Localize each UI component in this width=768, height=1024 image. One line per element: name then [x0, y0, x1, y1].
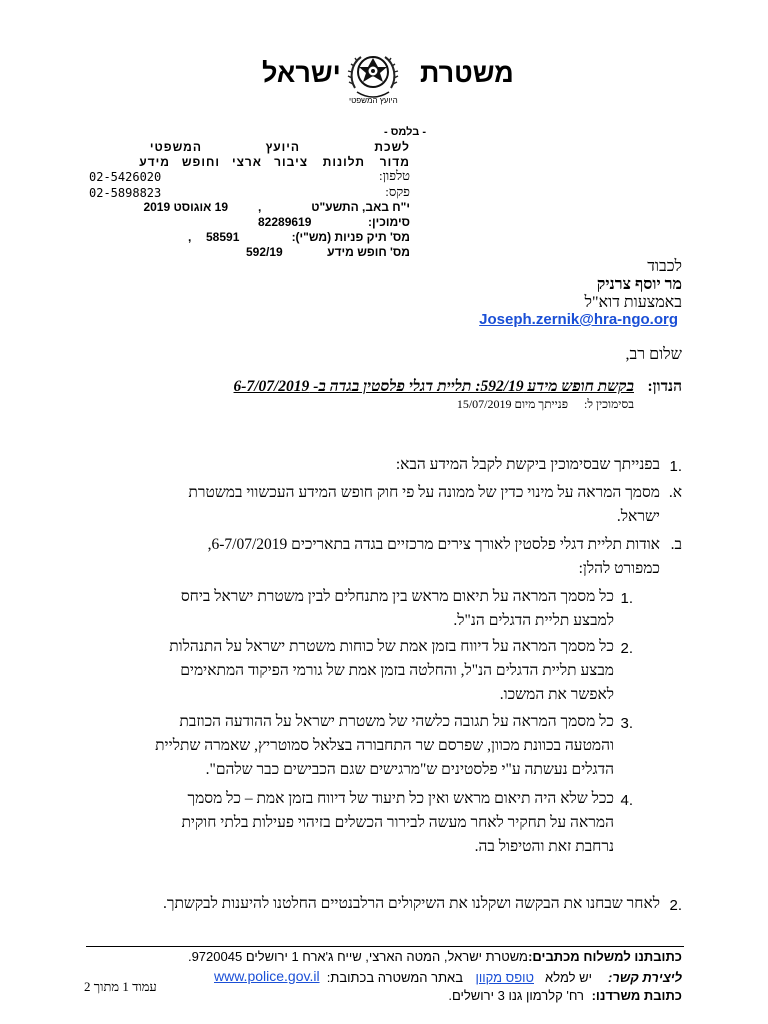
- greeting: שלום רב,: [625, 346, 682, 363]
- foi-label: מס' חופש מידע: [327, 245, 410, 259]
- date-separator: ,: [258, 200, 263, 214]
- footer-mail-value: משטרת ישראל, המטה הארצי, שייח ג'ארח 1 ירושלים 9720045.: [187, 949, 528, 964]
- subitem-2-line-2: מבצע תליית הדגלים הנ"ל, והחלטה בזמן אמת של גורמי הפיקוד המתאימים: [180, 662, 614, 679]
- office-word: לשכת: [374, 140, 410, 154]
- date-gregorian: 19 אוגוסט 2019: [143, 200, 228, 214]
- mail-mark: - בלמס -: [384, 126, 426, 138]
- subitem-4-line-2: המראה על תחקיר לאחר מעשה לבירור הכשלים בזיהוי פעילות בלתי חוקית: [181, 814, 614, 831]
- list-label-a: א.: [668, 484, 682, 501]
- recipient-to-label: לכבוד: [647, 258, 682, 275]
- case-label: מס' תיק פניות (מש"י):: [291, 230, 410, 244]
- subject-text: בקשת חופש מידע 592/19: תליית דגלי פלסטין בגדה ב- 6-7/07/2019: [233, 378, 634, 395]
- footer-contact-label: ליצירת קשר:: [607, 970, 682, 985]
- office-line-1: [138, 140, 410, 156]
- phone-label: טלפון:: [379, 168, 410, 183]
- subitem-3-line-3: הדגלים נעשתה ע"י פלסטינים ש"מרגישים שגם הכבישים כבר שלהם".: [205, 761, 614, 778]
- item-a-line-2: ישראל.: [616, 508, 660, 525]
- subitem-2-line-1: כל מסמך המראה על דיווח בזמן אמת של כוחות משטרת ישראל על התנהלות: [169, 638, 614, 655]
- item-a-line-1: מסמך המראה על מינוי כדין של ממונה על פי חוק חופש המידע העכשווי במשטרת: [188, 484, 660, 501]
- police-emblem: [343, 48, 403, 114]
- footer-contact-pre: יש למלא: [545, 970, 592, 985]
- footer-office-label: כתובת משרדנו:: [591, 988, 682, 1003]
- footer-divider: [86, 946, 684, 947]
- subitem-number: 2.: [620, 640, 633, 657]
- office-word: היועץ: [265, 140, 300, 154]
- subitem-4-line-1: ככל שלא היה תיאום מראש ואין כל תיעוד של דיווח בזמן אמת – כל מסמך: [187, 790, 614, 807]
- office-word: ציבור: [274, 155, 308, 169]
- paragraph-number: 2.: [669, 897, 682, 914]
- subject-label: הנדון:: [647, 378, 682, 395]
- subitem-3-line-1: כל מסמך המראה על תגובה כלשהי של משטרת ישראל על ההודעה הכוזבת: [179, 713, 614, 730]
- recipient-name: מר יוסף צרניק: [596, 276, 682, 293]
- subitem-number: 3.: [620, 715, 633, 732]
- footer-office-value: רח' קלרמון גנו 3 ירושלים.: [448, 988, 584, 1003]
- subitem-number: 4.: [620, 792, 633, 809]
- office-word: מידע: [139, 155, 170, 169]
- item-b-line-1: אודות תליית דגלי פלסטין לאורך צירים מרכזיים בגדה בתאריכים 6-7/07/2019,: [207, 536, 660, 553]
- paragraph-1: בפנייתך שבסימוכין ביקשת לקבל המידע הבא:: [395, 456, 660, 473]
- recipient-via: באמצעות דוא"ל: [584, 294, 682, 311]
- case-value: 58591: [206, 230, 240, 244]
- subitem-2-line-3: לאפשר את המשכו.: [499, 686, 614, 703]
- org-name: משטרת: [420, 58, 514, 88]
- subitem-3-line-2: והמטעה בכוונת מכוון, שפרסם שר התחבורה בצלאל סמוטריץ, שאמרה שתליית: [155, 737, 614, 754]
- list-label-b: ב.: [670, 536, 682, 553]
- item-b-line-2: כמפורט להלן:: [578, 560, 660, 577]
- subitem-1-line-2: למבצע תליית הדגלים הנ"ל.: [453, 612, 614, 629]
- fax-value: 02-5898823: [89, 186, 162, 200]
- reference-value: 82289619: [258, 215, 312, 229]
- reference-label: סימוכין:: [368, 215, 410, 229]
- subitem-number: 1.: [620, 590, 633, 607]
- office-word: ארצי: [231, 155, 262, 169]
- office-word: תלונות: [322, 155, 365, 169]
- online-form-link[interactable]: טופס מקוון: [475, 970, 534, 985]
- subitem-4-line-3: נרחבת זאת והטיפול בה.: [474, 838, 614, 855]
- date-hebrew: י"ח באב, התשע"ט: [311, 200, 410, 214]
- paragraph-2: לאחר שבחנו את הבקשה ושקלנו את השיקולים הרלבנטיים החלטנו להיענות לבקשתך.: [162, 895, 660, 912]
- subject-ref-label: בסימוכין ל:: [584, 397, 634, 411]
- paragraph-number: 1.: [669, 458, 682, 475]
- phone-value: 02-5426020: [89, 170, 162, 184]
- country-name: ישראל: [262, 58, 341, 88]
- footer-contact-post: באתר המשטרה בכתובת:: [326, 970, 463, 985]
- subitem-1-line-1: כל מסמך המראה על תיאום מראש בין מתנחלים לבין משטרת ישראל ביחס: [180, 588, 614, 605]
- office-word: המשפטי: [149, 140, 202, 154]
- police-website-link[interactable]: www.police.gov.il: [214, 968, 320, 984]
- office-word: וחופש: [181, 155, 220, 169]
- case-separator: ,: [188, 230, 193, 244]
- fax-label: פקס:: [385, 184, 410, 199]
- emblem-motto: היועץ המשפטי: [349, 96, 398, 105]
- office-word: מדור: [379, 155, 410, 169]
- footer-mail-label: כתובתנו למשלוח מכתבים:: [528, 949, 682, 964]
- subject-ref-text: פנייתך מיום 15/07/2019: [456, 397, 568, 411]
- foi-value: 592/19: [246, 245, 283, 259]
- office-line-2: [138, 155, 410, 171]
- recipient-email-link[interactable]: Joseph.zernik@hra-ngo.org: [479, 311, 678, 328]
- page-number: עמוד 1 מתוך 2: [84, 979, 157, 994]
